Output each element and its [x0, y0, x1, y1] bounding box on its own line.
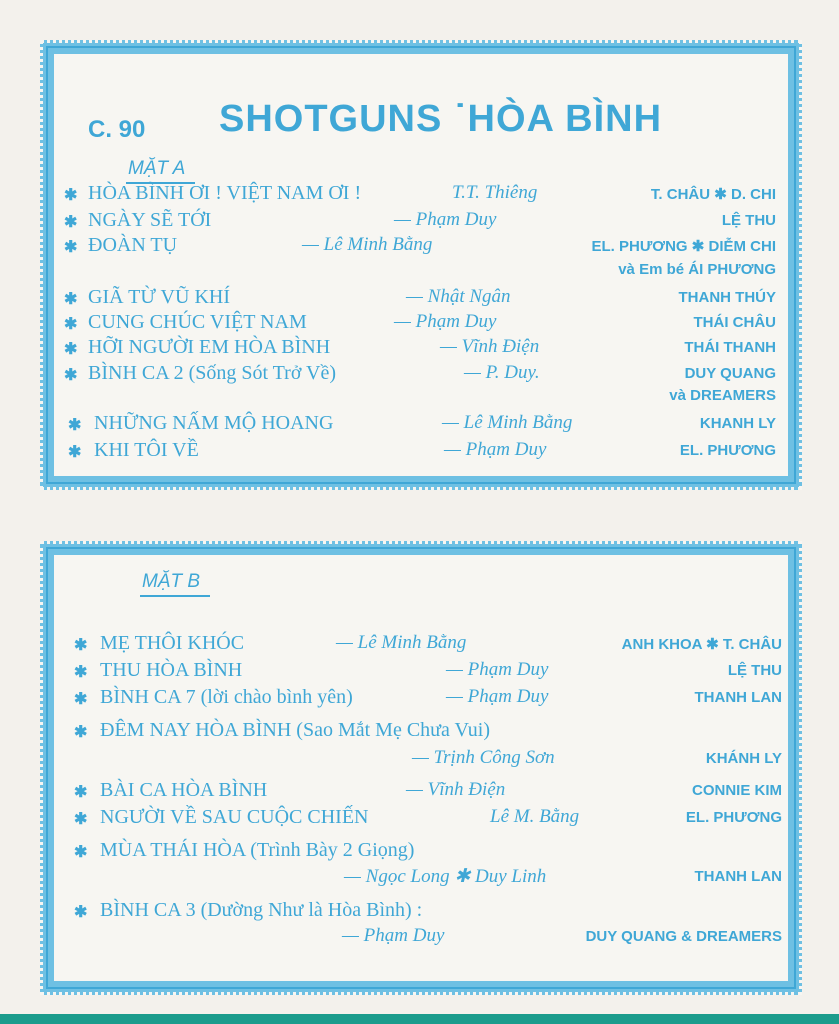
song-author: — Phạm Duy — [394, 209, 497, 230]
singer-name: LỆ THU — [721, 212, 776, 229]
song-author: — Lê Minh Bằng — [442, 412, 573, 433]
track-row — [54, 806, 788, 830]
track-row — [54, 209, 788, 233]
track-row-continuation — [54, 747, 788, 771]
side-a-panel — [40, 40, 802, 490]
song-author: — Phạm Duy — [446, 659, 549, 680]
singer-name: EL. PHƯƠNG — [679, 442, 776, 459]
singer-name: THÁI CHÂU — [693, 314, 776, 331]
song-author: — Phạm Duy — [394, 311, 497, 332]
song-title: BÌNH CA 7 (lời chào bình yên) — [100, 686, 353, 708]
bullet-star-icon: ✱ — [64, 291, 78, 308]
side-b-panel — [40, 541, 802, 995]
singer-name: KHÁNH LY — [705, 750, 782, 767]
bullet-star-icon: ✱ — [74, 724, 88, 741]
singer-name: EL. PHƯƠNG — [685, 809, 782, 826]
bullet-star-icon: ✱ — [74, 784, 88, 801]
bullet-star-icon: ✱ — [74, 811, 88, 828]
album-title: SHOTGUNS ˙HÒA BÌNH — [219, 98, 663, 140]
bullet-star-icon: ✱ — [74, 844, 88, 861]
track-row — [54, 839, 788, 863]
song-author: — Ngọc Long ✱ Duy Linh — [344, 866, 547, 887]
track-row — [54, 899, 788, 923]
song-author: — Phạm Duy — [342, 925, 445, 946]
track-row — [54, 719, 788, 743]
bullet-star-icon: ✱ — [74, 904, 88, 921]
bullet-star-icon: ✱ — [64, 187, 78, 204]
song-author: — Vĩnh Điện — [440, 336, 540, 357]
song-author: — P. Duy. — [464, 362, 540, 383]
song-author: — Vĩnh Điện — [406, 779, 506, 800]
song-title: NHỮNG NẤM MỘ HOANG — [94, 412, 334, 434]
track-row-continuation — [54, 258, 788, 282]
track-row — [54, 311, 788, 335]
singer-name: CONNIE KIM — [692, 782, 782, 799]
song-author: — Phạm Duy — [444, 439, 547, 460]
singer-name: DUY QUANG & DREAMERS — [585, 928, 782, 945]
track-row — [54, 632, 788, 656]
singer-name: THANH LAN — [694, 868, 782, 885]
bullet-star-icon: ✱ — [68, 417, 82, 434]
singer-name: KHANH LY — [699, 415, 776, 432]
song-author: — Lê Minh Bằng — [336, 632, 467, 653]
song-author: — Nhật Ngân — [406, 286, 511, 307]
singer-name: LỆ THU — [727, 662, 782, 679]
song-title: BÀI CA HÒA BÌNH — [100, 779, 268, 801]
song-title: KHI TÔI VỀ — [94, 439, 199, 461]
bottom-color-strip — [0, 1014, 839, 1024]
track-row-continuation — [54, 925, 788, 949]
track-row — [54, 779, 788, 803]
singer-name: THÁI THANH — [684, 339, 776, 356]
side-a-label: MẶT A — [126, 158, 195, 184]
song-author: — Trịnh Công Sơn — [412, 747, 555, 768]
bullet-star-icon: ✱ — [64, 367, 78, 384]
track-row — [54, 659, 788, 683]
cassette-code: C. 90 — [88, 116, 146, 143]
track-row — [54, 439, 788, 463]
song-author: T.T. Thiêng — [452, 182, 538, 203]
song-title: MẸ THÔI KHÓC — [100, 632, 245, 654]
singer-name: và Em bé ÁI PHƯƠNG — [618, 261, 776, 278]
singer-name: THANH THÚY — [678, 289, 776, 306]
song-title: CUNG CHÚC VIỆT NAM — [88, 311, 307, 333]
track-row — [54, 362, 788, 386]
singer-name: EL. PHƯƠNG ✱ DIỄM CHI — [591, 238, 776, 255]
bullet-star-icon: ✱ — [74, 637, 88, 654]
song-title: ĐÊM NAY HÒA BÌNH (Sao Mắt Mẹ Chưa Vui) — [100, 719, 490, 741]
track-row — [54, 686, 788, 710]
bullet-star-icon: ✱ — [74, 691, 88, 708]
bullet-star-icon: ✱ — [74, 664, 88, 681]
bullet-star-icon: ✱ — [68, 444, 82, 461]
singer-name: T. CHÂU ✱ D. CHI — [650, 186, 776, 203]
song-title: BÌNH CA 3 (Dường Như là Hòa Bình) : — [100, 899, 423, 921]
song-title: BÌNH CA 2 (Sống Sót Trở Về) — [88, 362, 337, 384]
song-title: GIÃ TỪ VŨ KHÍ — [88, 286, 230, 308]
side-b-label: MẶT B — [140, 571, 210, 597]
song-author: — Phạm Duy — [446, 686, 549, 707]
singer-name: ANH KHOA ✱ T. CHÂU — [621, 636, 782, 653]
track-row-continuation — [54, 384, 788, 408]
bullet-star-icon: ✱ — [64, 239, 78, 256]
track-row — [54, 182, 788, 206]
track-row — [54, 234, 788, 258]
bullet-star-icon: ✱ — [64, 316, 78, 333]
singer-name: DUY QUANG — [684, 365, 776, 382]
song-author: — Lê Minh Bằng — [302, 234, 433, 255]
song-title: HỠI NGƯỜI EM HÒA BÌNH — [88, 336, 331, 358]
singer-name: THANH LAN — [694, 689, 782, 706]
track-row — [54, 412, 788, 436]
song-title: ĐOÀN TỤ — [88, 234, 178, 256]
song-author: Lê M. Bằng — [490, 806, 580, 827]
song-title: THU HÒA BÌNH — [100, 659, 243, 681]
track-row — [54, 286, 788, 310]
song-title: MÙA THÁI HÒA (Trình Bày 2 Giọng) — [100, 839, 415, 861]
bullet-star-icon: ✱ — [64, 214, 78, 231]
track-row-continuation — [54, 865, 788, 889]
song-title: NGÀY SẼ TỚI — [88, 209, 212, 231]
singer-name: và DREAMERS — [669, 387, 776, 404]
track-row — [54, 336, 788, 360]
bullet-star-icon: ✱ — [64, 341, 78, 358]
song-title: HÒA BÌNH ƠI ! VIỆT NAM ƠI ! — [88, 182, 362, 204]
song-title: NGƯỜI VỀ SAU CUỘC CHIẾN — [100, 806, 369, 828]
